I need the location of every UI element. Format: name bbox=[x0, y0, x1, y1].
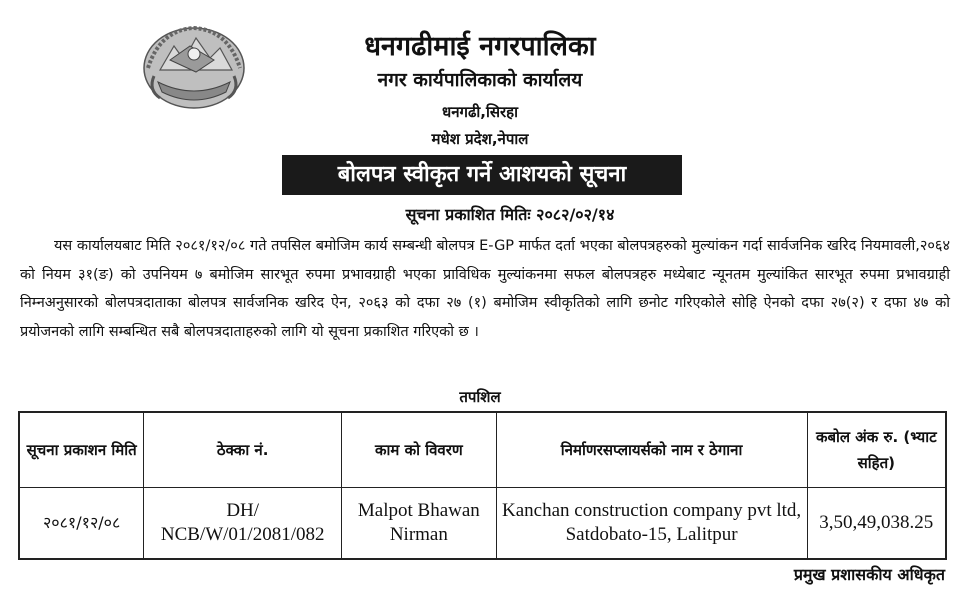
municipality-name: धनगढीमाई नगरपालिका bbox=[364, 31, 596, 62]
col-header-contractor: निर्माणरसप्लायर्सको नाम र ठेगाना bbox=[496, 412, 807, 488]
col-header-work: काम को विवरण bbox=[342, 412, 497, 488]
office-name: नगर कार्यपालिकाको कार्यालय bbox=[377, 69, 583, 91]
office-province: मधेश प्रदेश,नेपाल bbox=[431, 130, 529, 148]
nepal-emblem-icon bbox=[140, 20, 248, 112]
office-address: धनगढी,सिरहा bbox=[441, 103, 519, 121]
col-header-date: सूचना प्रकाशन मिति bbox=[19, 412, 144, 488]
table-header-row bbox=[19, 412, 946, 488]
col-header-contract: ठेक्का नं. bbox=[144, 412, 342, 488]
cell-contractor: Kanchan construction company pvt ltd, Satdobato-15, Lalitpur bbox=[496, 488, 807, 560]
cell-contract-no: DH/ NCB/W/01/2081/082 bbox=[144, 488, 342, 560]
table-heading: तपशिल bbox=[459, 388, 501, 406]
published-date: सूचना प्रकाशित मितिः २०८२/०२/१४ bbox=[405, 205, 615, 224]
signatory: प्रमुख प्रशासकीय अधिकृत bbox=[793, 565, 945, 584]
cell-amount: 3,50,49,038.25 bbox=[807, 488, 946, 560]
col-header-amount: कबोल अंक रु. (भ्याट सहित) bbox=[807, 412, 946, 488]
notice-body: यस कार्यालयबाट मिति २०८१/१२/०८ गते तपसिल बमोजिम कार्य सम्बन्धी बोलपत्र E-GP मार्फत दर्ता भएका बोलपत्रहरुको मुल्यांकन गर्दा सार्वजनिक खरिद नियमावली,२०६४ को नियम ३१(ङ) को उपनियम ७ बमोजिम सारभूत रुपमा प्रभावग्राही भएका प्राविधिक मुल्यांकनमा सफल बोलपत्रहरु मध्येबाट न्यूनतम मुल्यांकित सारभूत रुपमा प्रभावग्राही निम्नअनुसारको बोलपत्रदाताका बोलपत्र सार्वजनिक खरिद ऐन, २०६३ को दफा २७ (१) बमोजिम स्वीकृतिको लागि छनोट गरिएकोले सोहि ऐनको दफा २७(२) र दफा ४७ को प्रयोजनको लागि सम्बन्धित सबै बोलपत्रदाताहरुको लागि यो सूचना प्रकाशित गरिएको छ । bbox=[20, 238, 950, 340]
cell-date: २०८१/१२/०८ bbox=[19, 488, 144, 560]
details-table bbox=[18, 411, 947, 560]
cell-work: Malpot Bhawan Nirman bbox=[342, 488, 497, 560]
notice-title: बोलपत्र स्वीकृत गर्ने आशयको सूचना bbox=[282, 155, 682, 195]
table-row bbox=[19, 488, 946, 560]
